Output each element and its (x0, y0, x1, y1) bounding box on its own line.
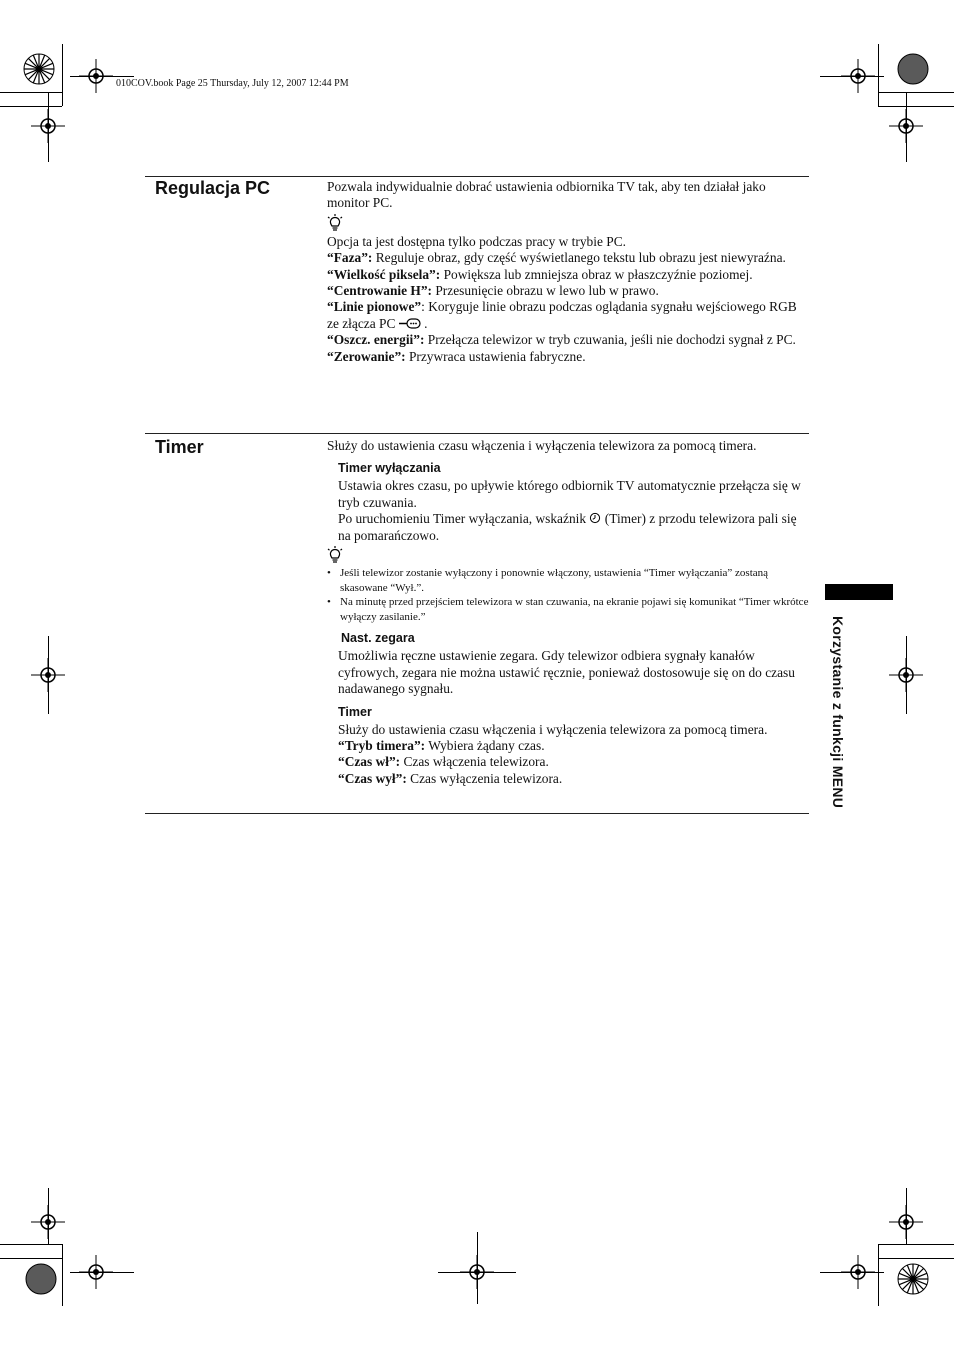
book-header-note: 010COV.book Page 25 Thursday, July 12, 2007 12:44 PM (116, 78, 349, 89)
subsection-heading: Nast. zegara (341, 631, 415, 646)
chapter-side-label: Korzystanie z funkcji MENU (830, 616, 846, 809)
starburst-target-icon (896, 1262, 930, 1296)
list-item: “Oszcz. energii”: Przełącza telewizor w tryb czuwania, jeśli nie dochodzi sygnał z PC. (327, 332, 796, 348)
list-item: “Linie pionowe”: Koryguje linie obrazu podczas oglądania sygnału wejściowego RGB ze złącza PC . (327, 299, 797, 331)
note-bullet: • Jeśli telewizor zostanie wyłączony i ponownie włączony, ustawienia “Timer wyłączania” zostaną skasowane “Wył.”. (327, 567, 769, 594)
registration-mark-icon (889, 109, 923, 143)
paragraph: Służy do ustawienia czasu włączenia i wyłączenia telewizora za pomocą timera. (338, 721, 768, 737)
gray-target-icon (24, 1262, 58, 1296)
list-item: “Czas wł”: Czas włączenia telewizora. (338, 754, 549, 770)
subsection-heading: Timer (338, 704, 372, 719)
paragraph: Ustawia okres czasu, po upływie którego odbiornik TV automatycznie przełącza się w tryb czuwania. (338, 478, 801, 510)
timer-content (327, 438, 809, 787)
timer-subsection-clock (338, 630, 809, 697)
registration-mark-icon (31, 109, 65, 143)
lightbulb-icon (327, 214, 343, 232)
timer-subsection-sleep (338, 460, 809, 544)
section-title-timer: Timer (155, 437, 204, 457)
regulacja-note: Opcja ta jest dostępna tylko podczas pracy w trybie PC. (327, 233, 626, 249)
section-divider (145, 176, 809, 177)
regulacja-pc-content (327, 179, 809, 365)
section-divider (145, 813, 809, 814)
section-divider (145, 433, 809, 434)
registration-mark-icon (889, 1205, 923, 1239)
note-bullet: • Na minutę przed przejściem telewizora w stan czuwania, na ekranie pojawi się komunikat “Timer wkrótce wyłączy zasilanie.” (327, 596, 809, 623)
regulacja-intro: Pozwala indywidualnie dobrać ustawienia odbiornika TV tak, aby ten działał jako monitor PC. (327, 179, 766, 211)
subsection-heading: Timer wyłączania (338, 461, 441, 476)
lightbulb-icon (327, 546, 343, 564)
list-item: “Centrowanie H”: Przesunięcie obrazu w lewo lub w prawo. (327, 283, 659, 299)
starburst-target-icon (22, 52, 56, 86)
paragraph: Umożliwia ręczne ustawienie zegara. Gdy telewizor odbiera sygnały kanałów cyfrowych, zegara nie można ustawić ręcznie, ponieważ dostosowuje się on do czasu nadawanego sygnału. (338, 648, 795, 697)
chapter-tab (825, 584, 893, 600)
section-title-regulacja-pc: Regulacja PC (155, 178, 271, 198)
timer-intro: Służy do ustawienia czasu włączenia i wyłączenia telewizora za pomocą timera. (327, 438, 757, 453)
paragraph: Po uruchomieniu Timer wyłączania, wskaźnik (Timer) z przodu telewizora pali się na pomarańczowo. (338, 511, 797, 543)
timer-icon (589, 512, 601, 524)
registration-mark-icon (31, 1205, 65, 1239)
gray-target-icon (896, 52, 930, 86)
pc-input-icon (399, 318, 421, 329)
list-item: “Wielkość piksela”: Powiększa lub zmniejsza obraz w płaszczyźnie poziomej. (327, 266, 753, 282)
timer-subsection-timer (338, 704, 809, 788)
list-item: “Czas wył”: Czas wyłączenia telewizora. (338, 770, 563, 786)
list-item: “Faza”: Reguluje obraz, gdy część wyświetlanego tekstu lub obrazu jest niewyraźna. (327, 250, 786, 266)
list-item: “Tryb timera”: Wybiera żądany czas. (338, 738, 545, 754)
list-item: “Zerowanie”: Przywraca ustawienia fabryczne. (327, 348, 586, 364)
